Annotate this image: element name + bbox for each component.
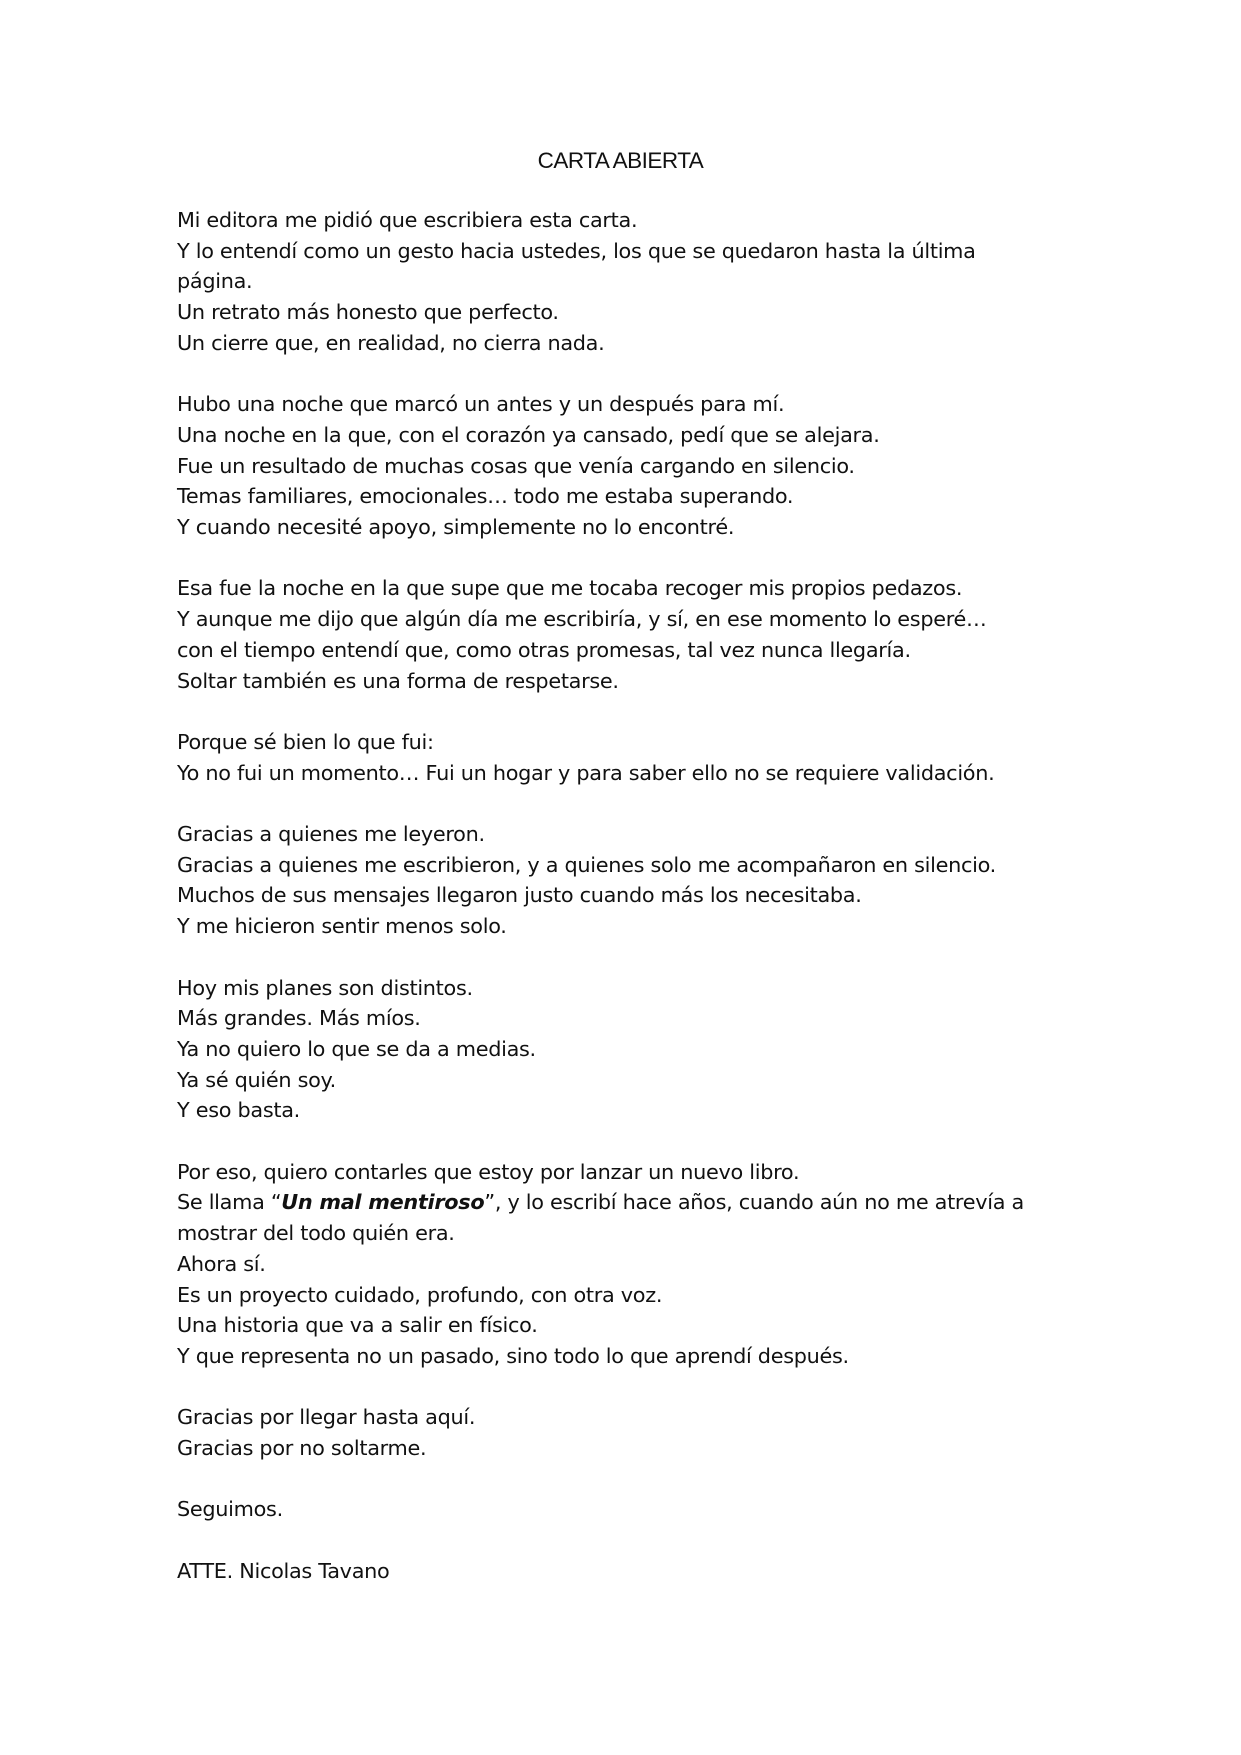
text-line: Y aunque me dijo que algún día me escribiría, y sí, en ese momento lo esperé… — [177, 607, 987, 632]
text-line: Soltar también es una forma de respetarse. — [177, 668, 619, 693]
text-line: Porque sé bien lo que fui: — [177, 729, 434, 754]
text-line: con el tiempo entendí que, como otras promesas, tal vez nunca llegaría. — [177, 637, 911, 662]
text-line: Gracias a quienes me leyeron. — [177, 822, 485, 846]
text-line: Esa fue la noche en la que supe que me tocaba recoger mis propios pedazos. — [177, 576, 963, 601]
text-line: mostrar del todo quién era. — [177, 1221, 455, 1246]
book-announcement-line — [177, 1187, 1077, 1218]
paragraph-sign-off — [177, 1494, 1077, 1525]
text-line: Temas familiares, emocionales… todo me estaba superando. — [177, 484, 794, 509]
paragraph-plans — [177, 973, 1077, 1127]
text-line: Más grandes. Más míos. — [177, 1006, 421, 1031]
text-line: Gracias a quienes me escribieron, y a quienes solo me acompañaron en silencio. — [177, 852, 996, 877]
paragraph-pieces — [177, 573, 1077, 696]
text-line: Gracias por no soltarme. — [177, 1436, 427, 1461]
paragraph-intro — [177, 205, 1077, 359]
text-line: Una noche en la que, con el corazón ya cansado, pedí que se alejara. — [177, 422, 880, 447]
letter-body — [177, 205, 1077, 1617]
text-line: Es un proyecto cuidado, profundo, con otra voz. — [177, 1282, 663, 1307]
text-line: Mi editora me pidió que escribiera esta carta. — [177, 208, 638, 232]
book-line-suffix: ”, y lo escribí hace años, cuando aún no me atrevía a — [484, 1190, 1024, 1215]
text-line: Y cuando necesité apoyo, simplemente no lo encontré. — [177, 515, 735, 540]
text-line: Ahora sí. — [177, 1251, 266, 1276]
paragraph-thanks-readers — [177, 819, 1077, 942]
text-line: Ya sé quién soy. — [177, 1067, 336, 1092]
letter-title: CARTA ABIERTA — [537, 148, 704, 173]
text-line: Un cierre que, en realidad, no cierra nada. — [177, 330, 605, 355]
text-line: Y eso basta. — [177, 1098, 300, 1123]
text-line: Un retrato más honesto que perfecto. — [177, 300, 559, 325]
book-title: Un mal mentiroso — [281, 1190, 485, 1215]
paragraph-closing-thanks — [177, 1402, 1077, 1463]
text-line: Una historia que va a salir en físico. — [177, 1313, 538, 1338]
signature-line: ATTE. Nicolas Tavano — [177, 1558, 390, 1583]
text-line: Ya no quiero lo que se da a medias. — [177, 1036, 536, 1061]
paragraph-new-book — [177, 1157, 1077, 1372]
text-line: Muchos de sus mensajes llegaron justo cuando más los necesitaba. — [177, 883, 862, 908]
text-line: Y me hicieron sentir menos solo. — [177, 914, 507, 939]
text-line: Por eso, quiero contarles que estoy por lanzar un nuevo libro. — [177, 1159, 800, 1184]
text-line: Hubo una noche que marcó un antes y un después para mí. — [177, 392, 785, 417]
paragraph-home — [177, 727, 1077, 788]
text-line: Hoy mis planes son distintos. — [177, 975, 473, 1000]
text-line: página. — [177, 269, 253, 294]
text-line: Yo no fui un momento… Fui un hogar y para saber ello no se requiere validación. — [177, 760, 995, 785]
book-line-prefix: Se llama “ — [177, 1190, 282, 1215]
text-line: Gracias por llegar hasta aquí. — [177, 1405, 476, 1430]
signature — [177, 1556, 1077, 1587]
paragraph-night — [177, 389, 1077, 543]
text-line: Y lo entendí como un gesto hacia ustedes, los que se quedaron hasta la última — [177, 238, 976, 263]
text-line: Y que representa no un pasado, sino todo lo que aprendí después. — [177, 1343, 849, 1368]
text-line: Seguimos. — [177, 1497, 283, 1522]
text-line: Fue un resultado de muchas cosas que venía cargando en silencio. — [177, 453, 855, 478]
